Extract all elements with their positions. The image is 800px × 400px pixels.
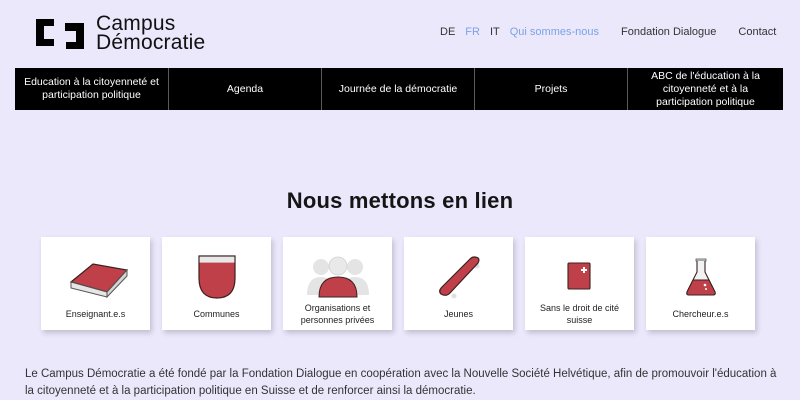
card-enseignants[interactable]	[41, 237, 150, 330]
card-organisations[interactable]	[283, 237, 392, 330]
card-label: Enseignant.e.s	[65, 309, 126, 319]
card-label: Sans le droit de cité suisse	[539, 303, 620, 325]
brand-name-line1: Campus	[96, 12, 176, 35]
card-jeunes[interactable]	[404, 237, 513, 330]
card-label: Organisations et personnes privées	[300, 303, 375, 325]
brand-name-line2: Démocratie	[96, 31, 206, 54]
nav-agenda[interactable]: Agenda	[169, 68, 322, 110]
link-qui-sommes-nous[interactable]: Qui sommes-nous	[509, 26, 599, 38]
book-icon	[41, 253, 150, 301]
skateboard-icon	[404, 253, 513, 301]
brand-name	[96, 14, 205, 52]
card-label: Communes	[193, 309, 240, 319]
logo[interactable]	[35, 14, 205, 52]
card-sans-droit-cite[interactable]	[525, 237, 634, 330]
nav-journee-democratie[interactable]: Journée de la démocratie	[322, 68, 475, 110]
section-title: Nous mettons en lien	[286, 188, 514, 213]
passport-icon	[525, 253, 634, 301]
top-navigation	[440, 26, 776, 38]
card-label: Chercheur.e.s	[672, 309, 729, 319]
bracket-logo-icon	[35, 17, 87, 49]
lang-fr[interactable]: FR	[465, 26, 480, 38]
main-navigation	[15, 68, 783, 110]
card-chercheurs[interactable]	[646, 237, 755, 330]
lang-it[interactable]: IT	[489, 26, 500, 38]
shield-icon	[162, 253, 271, 301]
link-fondation-dialogue[interactable]: Fondation Dialogue	[621, 26, 717, 38]
lang-de[interactable]: DE	[440, 26, 456, 38]
card-label: Jeunes	[443, 309, 474, 319]
link-contact[interactable]: Contact	[738, 26, 777, 38]
header	[0, 0, 800, 66]
nav-education-citoyennete[interactable]: Education à la citoyenneté et participation politique	[15, 68, 169, 110]
audience-cards	[41, 237, 755, 330]
nav-projets[interactable]: Projets	[475, 68, 628, 110]
intro-paragraph: Le Campus Démocratie a été fondé par la Fondation Dialogue en coopération avec la Nouvelle Société Helvétique, afin de promouvoir l'éducation à la citoyenneté et à la participation politique en Suisse et de renforcer ainsi la démocratie.	[25, 368, 777, 397]
flask-icon	[646, 253, 755, 301]
people-group-icon	[283, 253, 392, 301]
nav-abc-education[interactable]: ABC de l'éducation à la citoyenneté et à la participation politique	[651, 69, 760, 108]
card-communes[interactable]	[162, 237, 271, 330]
